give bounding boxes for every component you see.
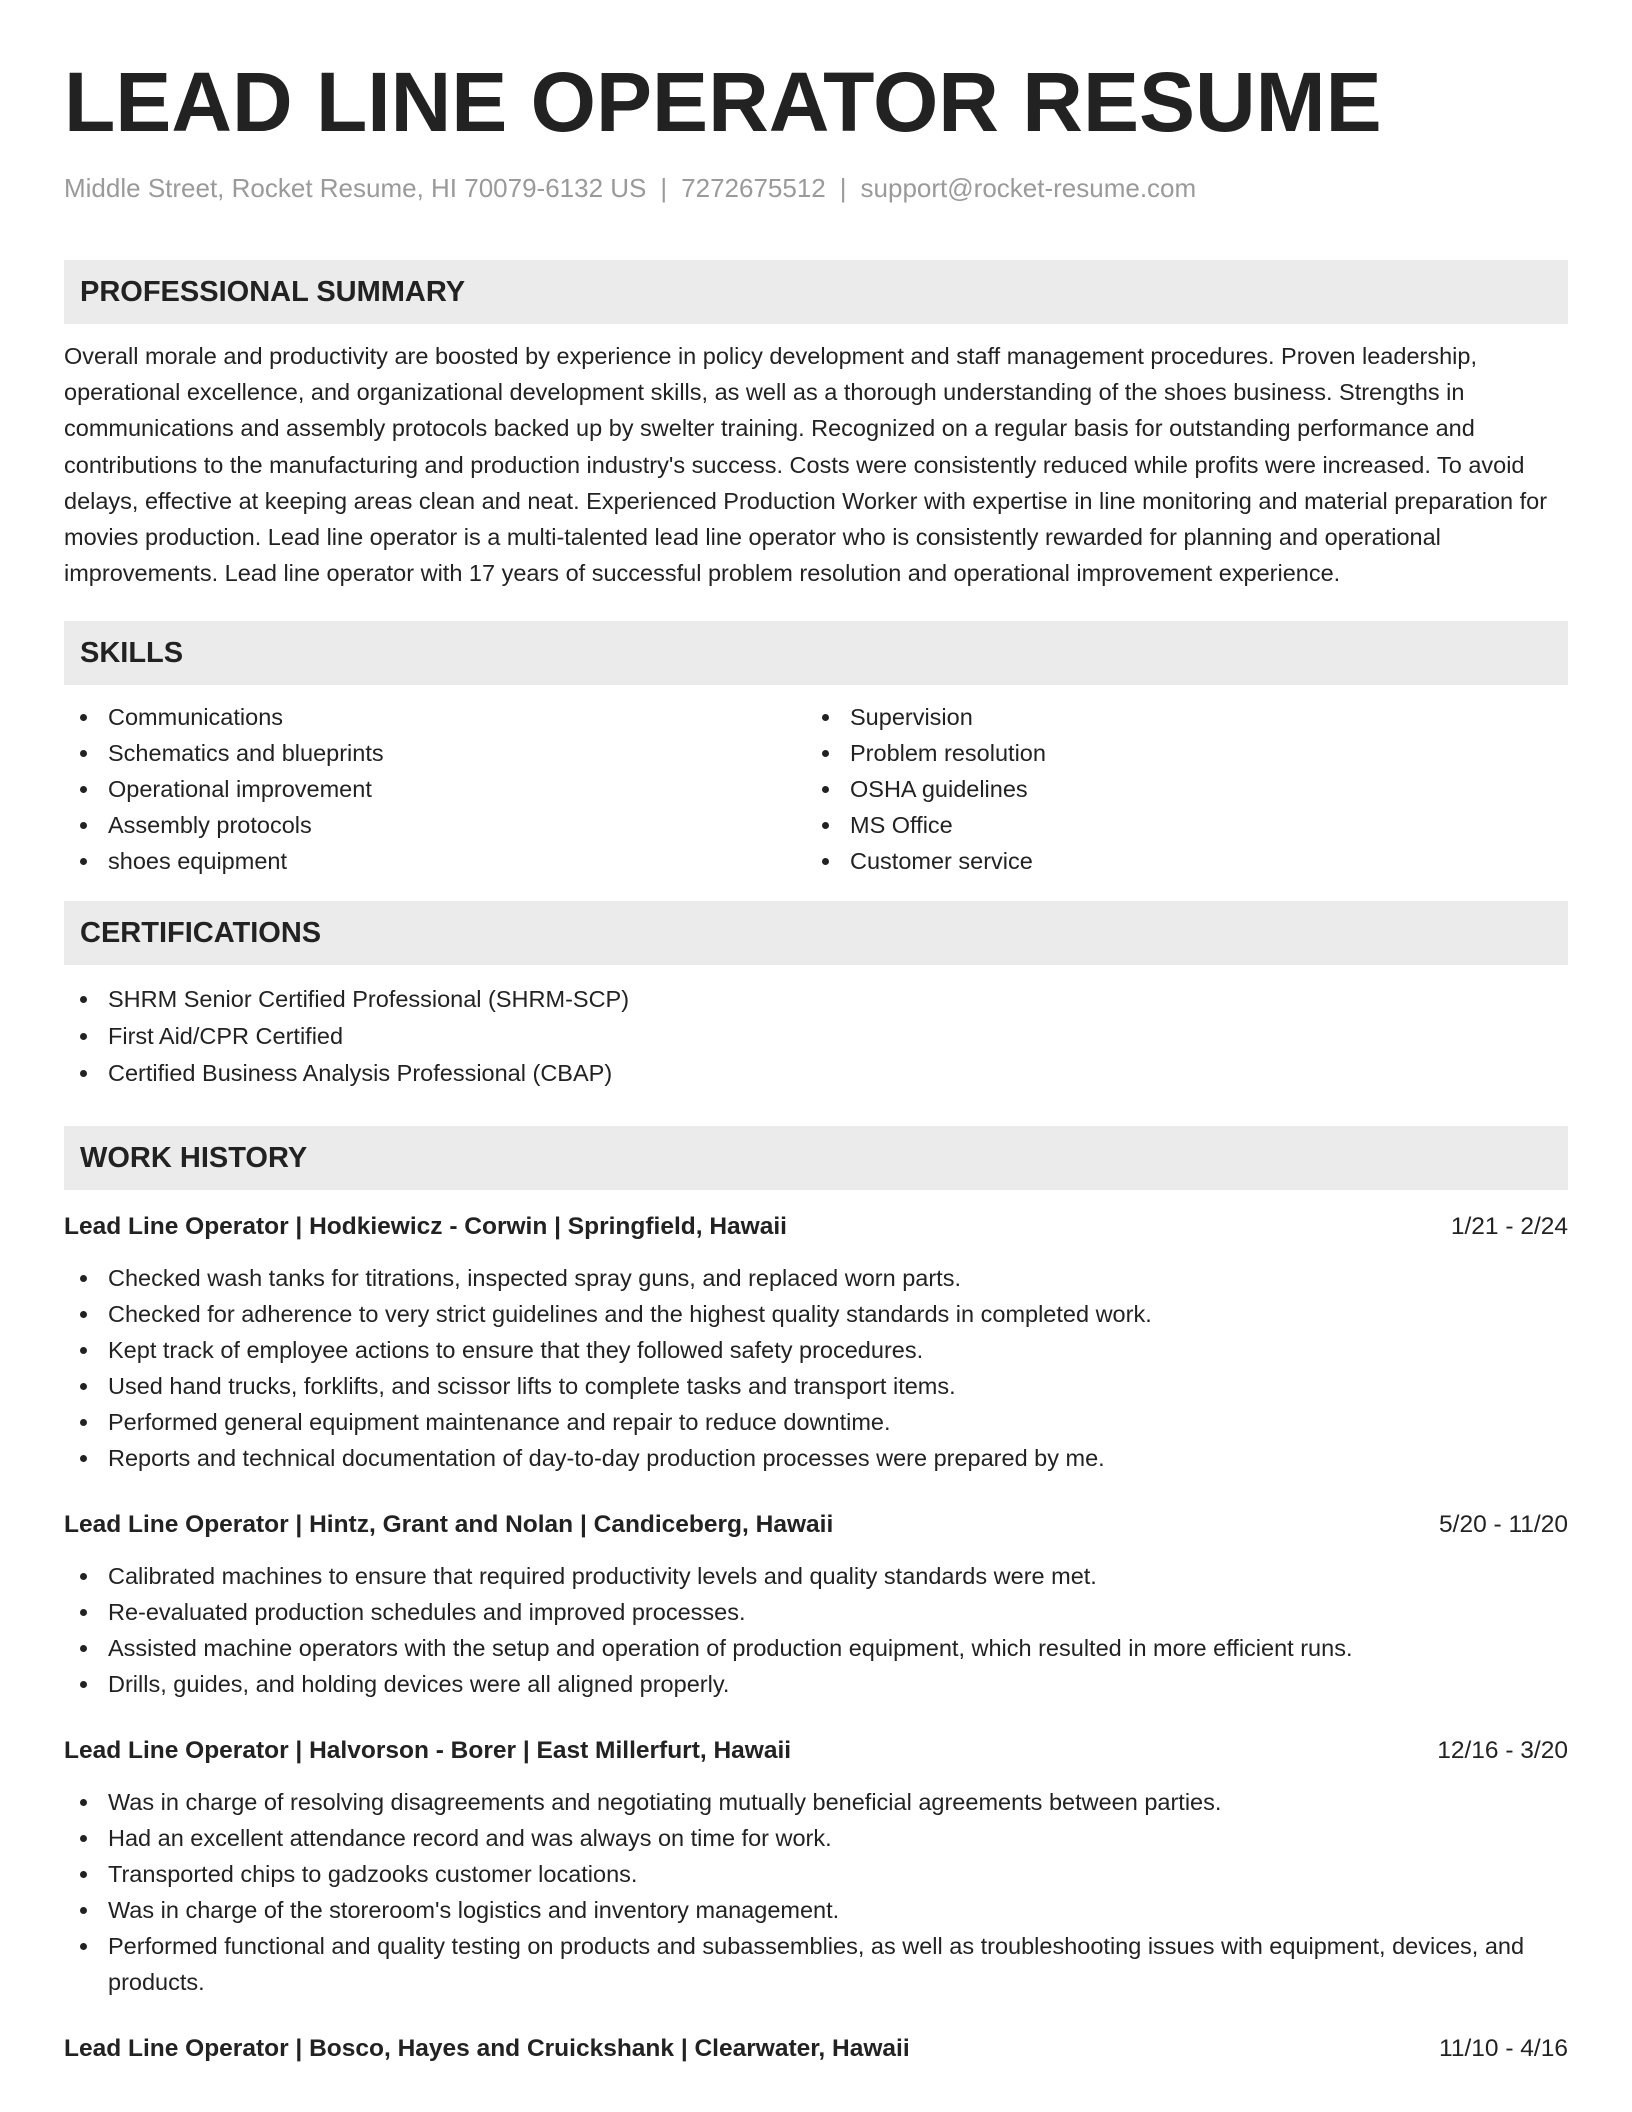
job-title: Lead Line Operator | Hodkiewicz - Corwin | Springfield, Hawaii (64, 1213, 787, 1241)
job-dates: 1/21 - 2/24 (1450, 1213, 1568, 1241)
job-duty: Used hand trucks, forklifts, and scissor lifts to complete tasks and transport items. (64, 1368, 1568, 1404)
job-entry (64, 1210, 1568, 1476)
skill-item: Problem resolution (806, 735, 1548, 771)
job-duty: Performed functional and quality testing on products and subassemblies, as well as troubleshooting issues with equipment, devices, and products. (64, 1928, 1568, 2000)
contact-line (64, 172, 1568, 204)
skill-item: Supervision (806, 699, 1548, 735)
job-duty: Kept track of employee actions to ensure that they followed safety procedures. (64, 1332, 1568, 1368)
job-header (64, 2032, 1568, 2066)
section-header-professional-summary: PROFESSIONAL SUMMARY (64, 260, 1568, 324)
job-duty: Performed general equipment maintenance and repair to reduce downtime. (64, 1404, 1568, 1440)
job-duty: Checked for adherence to very strict guidelines and the highest quality standards in completed work. (64, 1296, 1568, 1332)
job-title: Lead Line Operator | Bosco, Hayes and Cruickshank | Clearwater, Hawaii (64, 2035, 910, 2063)
section-header-skills: SKILLS (64, 621, 1568, 685)
job-duties-list (64, 1260, 1568, 1476)
resume-title: LEAD LINE OPERATOR RESUME (64, 55, 1382, 149)
job-entry (64, 1508, 1568, 1702)
skills-list-right (806, 699, 1548, 879)
job-duty: Calibrated machines to ensure that required productivity levels and quality standards were met. (64, 1558, 1568, 1594)
skill-item: Customer service (806, 843, 1548, 879)
job-dates: 5/20 - 11/20 (1439, 1511, 1568, 1539)
summary-paragraph: Overall morale and productivity are boosted by experience in policy development and staff management procedures. Proven leadership, operational excellence, and organizational development skills, as well as a thorough understanding of the shoes business. Strengths in communications and assembly protocols backed up by swelter training. Recognized on a regular basis for outstanding performance and contributions to the manufacturing and production industry's success. Costs were consistently reduced while profits were increased. To avoid delays, effective at keeping areas clean and neat. Experienced Production Worker with expertise in line monitoring and material preparation for movies production. Lead line operator is a multi-talented lead line operator who is consistently rewarded for planning and operational improvements. Lead line operator with 17 years of successful problem resolution and operational improvement experience. (64, 343, 1548, 587)
job-duties-list (64, 1558, 1568, 1702)
certifications-list (64, 981, 1568, 1092)
job-duties-list (64, 1784, 1568, 2000)
job-duty: Reports and technical documentation of day-to-day production processes were prepared by me. (64, 1440, 1568, 1476)
job-duty: Drills, guides, and holding devices were all aligned properly. (64, 1666, 1568, 1702)
contact-separator: | (839, 173, 847, 203)
job-duty: Was in charge of resolving disagreements and negotiating mutually beneficial agreements between parties. (64, 1784, 1568, 1820)
job-duty: Was in charge of the storeroom's logistics and inventory management. (64, 1892, 1568, 1928)
job-dates: 11/10 - 4/16 (1439, 2035, 1568, 2063)
certification-item: First Aid/CPR Certified (64, 1018, 1568, 1055)
job-duty: Assisted machine operators with the setup and operation of production equipment, which resulted in more efficient runs. (64, 1630, 1568, 1666)
skill-item: Communications (64, 699, 806, 735)
job-title: Lead Line Operator | Hintz, Grant and Nolan | Candiceberg, Hawaii (64, 1511, 834, 1539)
job-dates: 12/16 - 3/20 (1437, 1737, 1568, 1765)
skill-item: Assembly protocols (64, 807, 806, 843)
contact-email: support@rocket-resume.com (860, 173, 1197, 203)
contact-phone: 7272675512 (681, 173, 826, 203)
job-entry (64, 2032, 1568, 2066)
job-header (64, 1734, 1568, 1768)
job-title: Lead Line Operator | Halvorson - Borer | East Millerfurt, Hawaii (64, 1737, 792, 1765)
skill-item: shoes equipment (64, 843, 806, 879)
certification-item: SHRM Senior Certified Professional (SHRM-SCP) (64, 981, 1568, 1018)
contact-address: Middle Street, Rocket Resume, HI 70079-6132 US (64, 173, 647, 203)
job-duty: Re-evaluated production schedules and improved processes. (64, 1594, 1568, 1630)
job-duty: Checked wash tanks for titrations, inspected spray guns, and replaced worn parts. (64, 1260, 1568, 1296)
skill-item: MS Office (806, 807, 1548, 843)
resume-page (64, 0, 1568, 2066)
section-header-work-history: WORK HISTORY (64, 1126, 1568, 1190)
section-header-certifications: CERTIFICATIONS (64, 901, 1568, 965)
skills-list-left (64, 699, 806, 879)
certification-item: Certified Business Analysis Professional (CBAP) (64, 1055, 1568, 1092)
job-duty: Had an excellent attendance record and was always on time for work. (64, 1820, 1568, 1856)
skill-item: Operational improvement (64, 771, 806, 807)
skills-columns (64, 699, 1568, 879)
skill-item: OSHA guidelines (806, 771, 1548, 807)
job-header (64, 1508, 1568, 1542)
job-duty: Transported chips to gadzooks customer locations. (64, 1856, 1568, 1892)
job-header (64, 1210, 1568, 1244)
contact-separator: | (660, 173, 668, 203)
skill-item: Schematics and blueprints (64, 735, 806, 771)
job-entry (64, 1734, 1568, 2000)
